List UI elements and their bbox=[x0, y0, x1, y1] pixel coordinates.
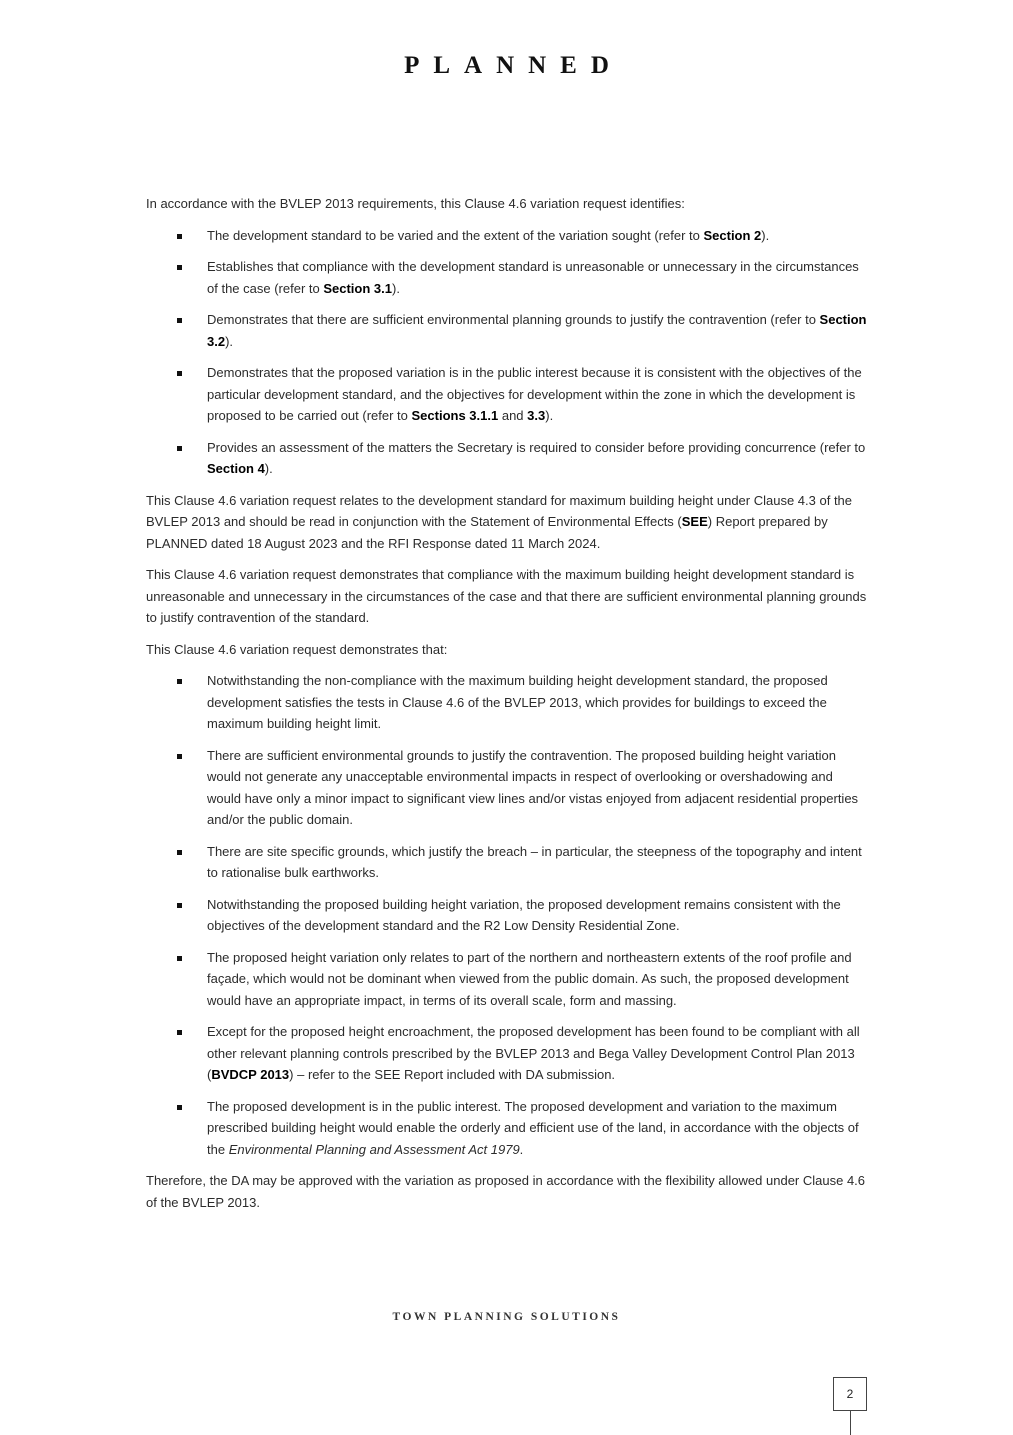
intro-paragraph: In accordance with the BVLEP 2013 requirements, this Clause 4.6 variation request identifies: bbox=[146, 196, 685, 211]
list-item: The proposed development is in the public interest. The proposed development and variation to the maximum prescribed building height would enable the orderly and efficient use of the land, in accordance with the objects of the Environmental Planning and Assessment Act 1979. bbox=[146, 1096, 868, 1161]
list-item: There are sufficient environmental grounds to justify the contravention. The proposed building height variation would not generate any unacceptable environmental impacts in respect of overlooking or overshadowing and would have only a minor impact to significant view lines and/or vistas enjoyed from adjacent residential properties and/or the public domain. bbox=[146, 745, 868, 831]
demonstrates-list bbox=[146, 670, 868, 1160]
demonstrates-that-paragraph: This Clause 4.6 variation request demonstrates that: bbox=[146, 641, 448, 657]
relates-paragraph: This Clause 4.6 variation request relates to the development standard for maximum building height under Clause 4.3 of the BVLEP 2013 and should be read in conjunction with the Statement of Environmental Effects (SEE) Report prepared by PLANNED dated 18 August 2023 and the RFI Response dated 11 March 2024. bbox=[146, 492, 853, 551]
planned-logo: PLANNED bbox=[404, 52, 623, 79]
list-item: Notwithstanding the proposed building height variation, the proposed development remains consistent with the objectives of the development standard and the R2 Low Density Residential Zone. bbox=[146, 894, 868, 937]
list-item: Notwithstanding the non-compliance with the maximum building height development standard, the proposed development satisfies the tests in Clause 4.6 of the BVLEP 2013, which provides for buildings to exceed the maximum building height limit. bbox=[146, 670, 868, 735]
list-item: Provides an assessment of the matters the Secretary is required to consider before providing concurrence (refer to Section 4). bbox=[146, 437, 868, 480]
list-item: There are site specific grounds, which justify the breach – in particular, the steepness of the topography and intent to rationalise bulk earthworks. bbox=[146, 841, 868, 884]
conclusion-paragraph: Therefore, the DA may be approved with the variation as proposed in accordance with the flexibility allowed under Clause 4.6 of the BVLEP 2013. bbox=[146, 1173, 866, 1210]
list-item: Demonstrates that the proposed variation is in the public interest because it is consistent with the objectives of the particular development standard, and the objectives for development within the zone in which the development is proposed to be carried out (refer to Sections 3.1.1 and 3.3). bbox=[146, 362, 868, 427]
page-number-connector bbox=[850, 1411, 851, 1435]
document-body bbox=[146, 193, 868, 1223]
list-item: Demonstrates that there are sufficient environmental planning grounds to justify the contravention (refer to Section 3.2). bbox=[146, 309, 868, 352]
list-item: The proposed height variation only relates to part of the northern and northeastern extents of the roof profile and façade, which would not be dominant when viewed from the public domain. As such, the proposed development would have an appropriate impact, in terms of its overall scale, form and massing. bbox=[146, 947, 868, 1012]
identifies-list bbox=[146, 225, 868, 480]
page-number: 2 bbox=[833, 1377, 867, 1411]
footer-tagline: TOWN PLANNING SOLUTIONS bbox=[392, 1311, 621, 1323]
list-item: The development standard to be varied and the extent of the variation sought (refer to Section 2). bbox=[146, 225, 868, 247]
list-item: Except for the proposed height encroachment, the proposed development has been found to be compliant with all other relevant planning controls prescribed by the BVLEP 2013 and Bega Valley Development Control Plan 2013 (BVDCP 2013) – refer to the SEE Report included with DA submission. bbox=[146, 1021, 868, 1086]
list-item: Establishes that compliance with the development standard is unreasonable or unnecessary in the circumstances of the case (refer to Section 3.1). bbox=[146, 256, 868, 299]
demonstrates-paragraph: This Clause 4.6 variation request demonstrates that compliance with the maximum building height development standard is unreasonable and unnecessary in the circumstances of the case and that there are sufficient environmental planning grounds to justify contravention of the standard. bbox=[146, 567, 867, 625]
